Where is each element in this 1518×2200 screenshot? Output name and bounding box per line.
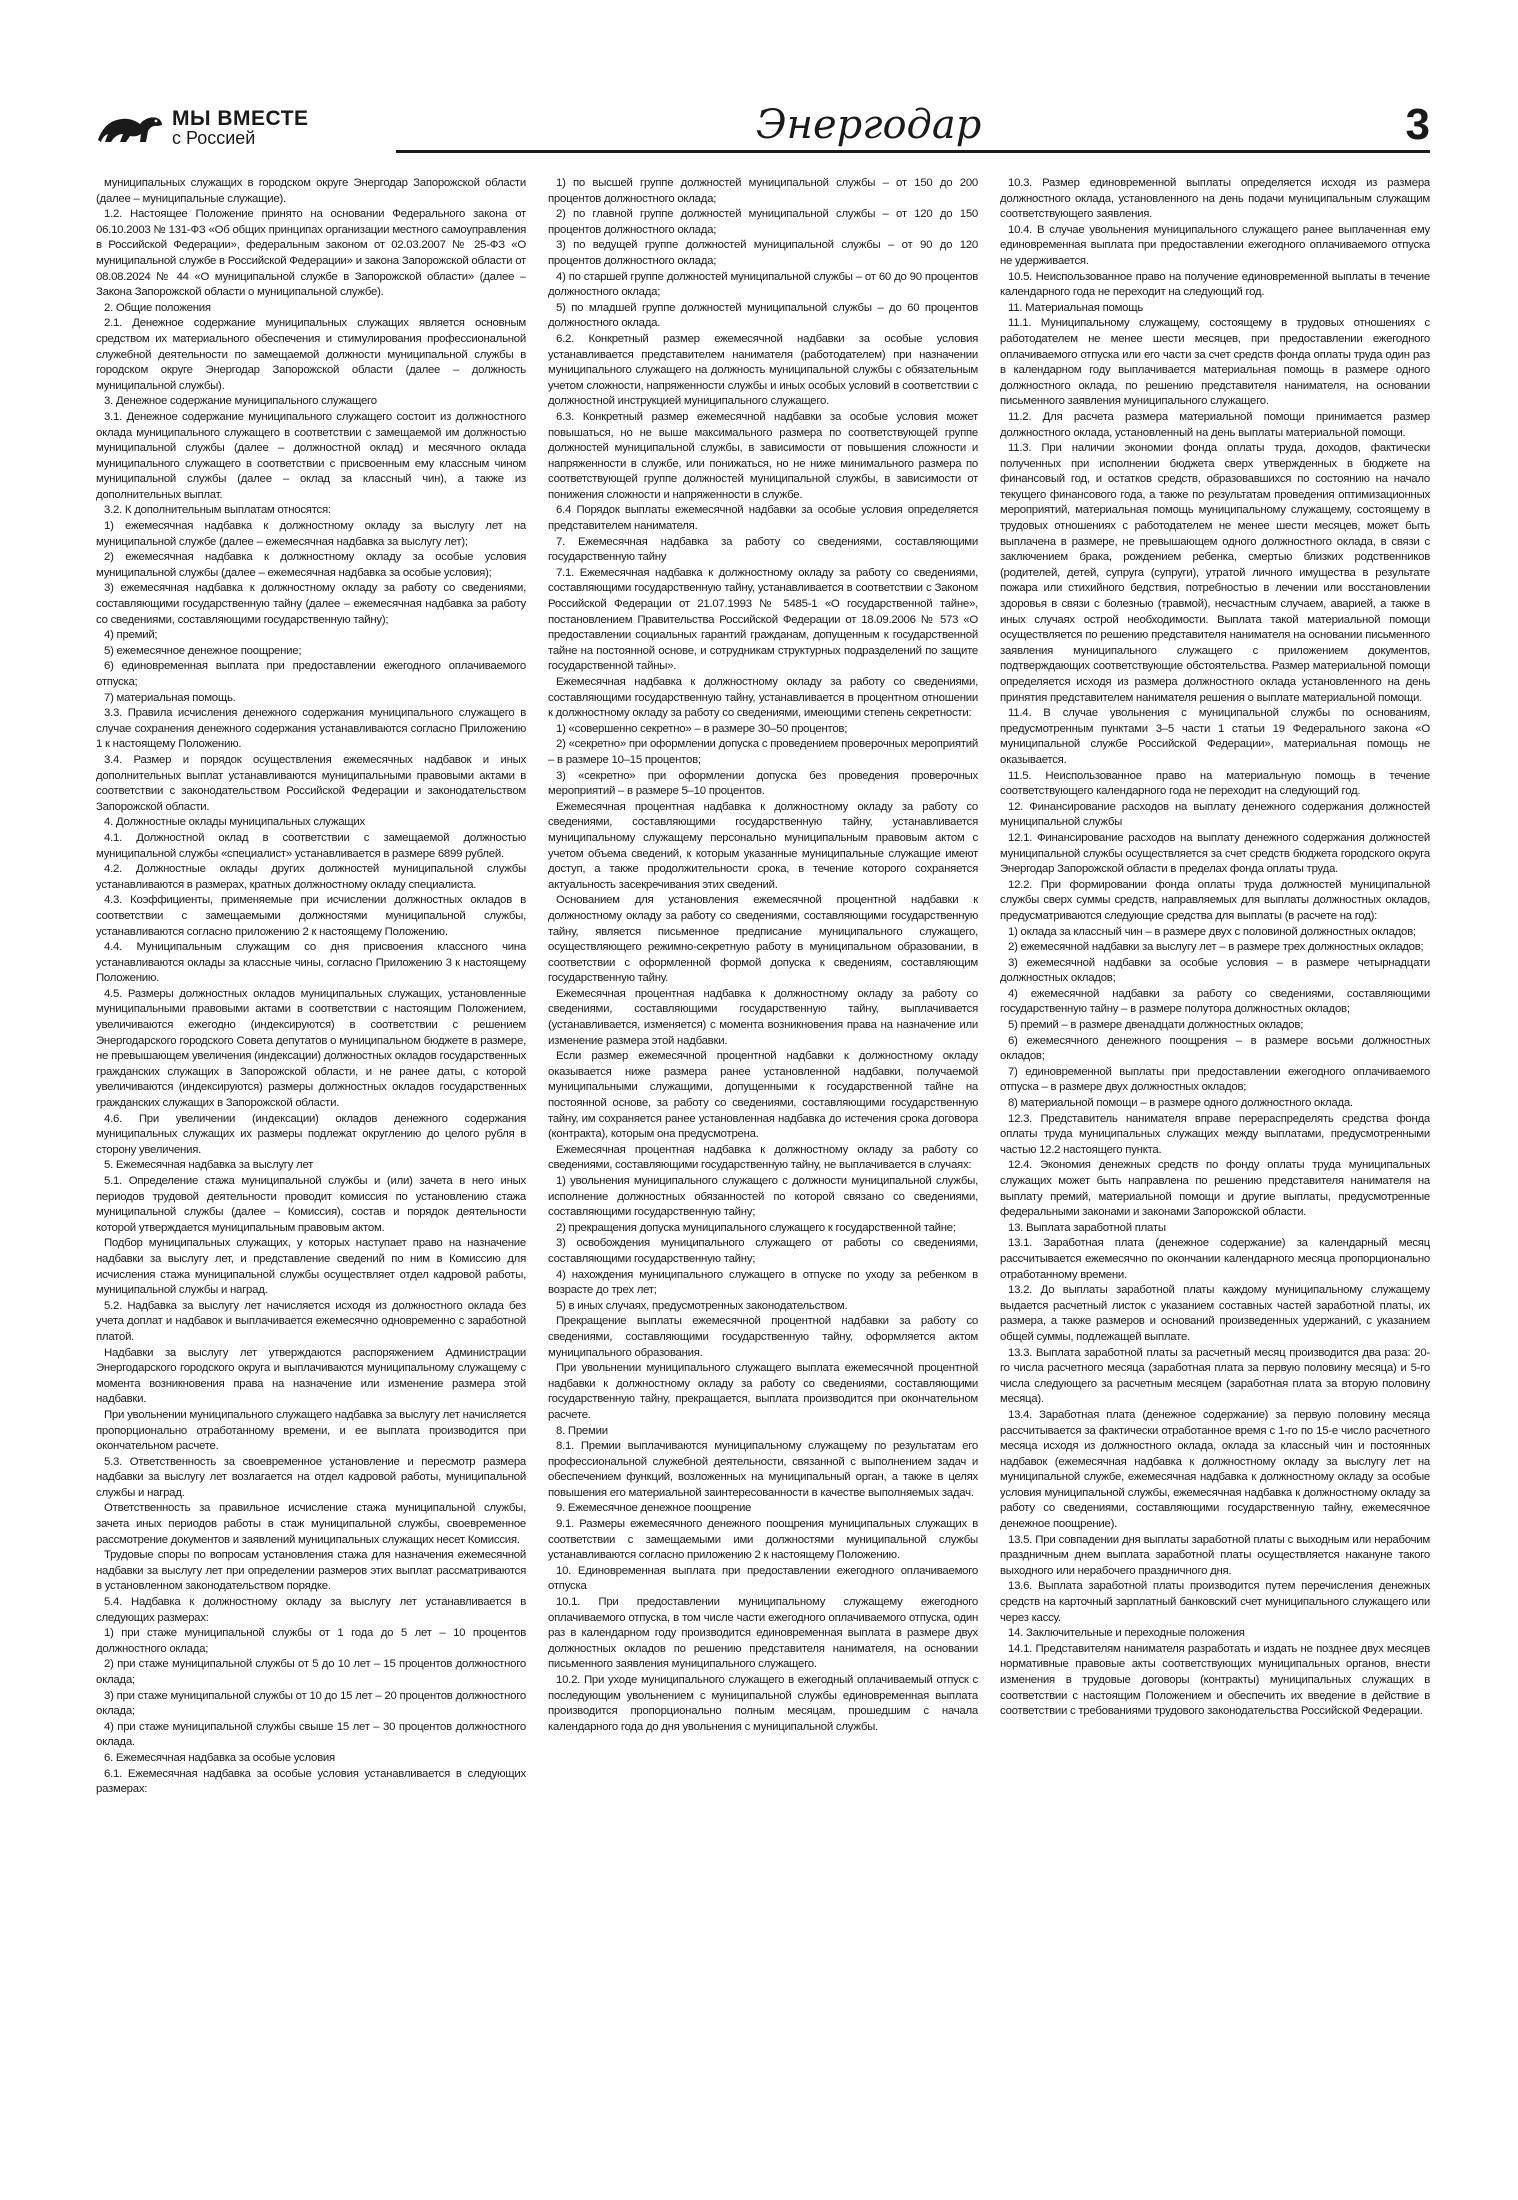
paragraph: 4.1. Должностной оклад в соответствии с замещаемой должностью муниципальной службы «специалист» устанавливается в размере 6899 рублей. bbox=[96, 831, 526, 860]
paragraph: 1) при стаже муниципальной службы от 1 года до 5 лет – 10 процентов должностного оклада; bbox=[96, 1627, 526, 1655]
paragraph: 9. Ежемесячное денежное поощрение bbox=[556, 1502, 752, 1515]
header-rule bbox=[396, 150, 1430, 153]
paragraph: Ежемесячная процентная надбавка к должностному окладу за работу со сведениями, составляющими государственную тайну, не выплачивается в случаях: bbox=[548, 1143, 978, 1172]
paragraph: 2) ежемесячная надбавка к должностному окладу за особые условия муниципальной службы (далее – ежемесячная надбавка за особые условия); bbox=[96, 551, 526, 579]
text-column-1 bbox=[96, 176, 526, 2156]
paragraph: Подбор муниципальных служащих, у которых наступает право на назначение надбавки за выслугу лет, и представление сведений по ним в Комиссию для исчисления стажа муниципальной службы осуществляет отдел кадровой работы, муниципальной службы и наград. bbox=[96, 1237, 526, 1297]
paragraph: 6.2. Конкретный размер ежемесячной надбавки за особые условия устанавливается представителем нанимателя (работодателем) при назначении муниципального служащего на должность муниципальной службы с обязательным учетом сложности, напряженности службы и иных особых условий в соответствии с должностной инструкцией муниципального служащего. bbox=[548, 332, 978, 408]
paragraph: Основанием для установления ежемесячной процентной надбавки к должностному окладу за работу со сведениями, составляющими государственную тайну, является письменное предписание муниципального служащего, осуществляющего режимно-секретную работу в муниципальном образовании, в соответствии с оформленной формой допуска к сведениям, составляющим государственную тайну. bbox=[548, 894, 978, 985]
paragraph: 2) по главной группе должностей муниципальной службы – от 120 до 150 процентов должностного оклада; bbox=[548, 208, 978, 236]
paragraph: 5) премий – в размере двенадцати должностных окладов; bbox=[1008, 1019, 1304, 1032]
paragraph: 1) оклада за классный чин – в размере двух с половиной должностных окладов; bbox=[1008, 925, 1416, 938]
paragraph: 10.5. Неиспользованное право на получение единовременной выплаты в течение календарного года не переходит на следующий год. bbox=[1000, 270, 1430, 299]
paragraph: 9.1. Размеры ежемесячного денежного поощрения муниципальных служащих в соответствии с замещаемыми ими должностями муниципальной службы устанавливаются согласно приложению 2 к настоящему Положению. bbox=[548, 1518, 978, 1562]
paragraph: 2) при стаже муниципальной службы от 5 до 10 лет – 15 процентов должностного оклада; bbox=[96, 1658, 526, 1686]
paragraph: 1) ежемесячная надбавка к должностному окладу за выслугу лет на муниципальной службе (далее – ежемесячная надбавка за выслугу лет); bbox=[96, 520, 526, 548]
paragraph: Ежемесячная надбавка к должностному окладу за работу со сведениями, составляющими государственную тайну, устанавливается в процентном отношении к должностному окладу за работу со сведениями, имеющими степень секретности: bbox=[548, 676, 978, 720]
paragraph: 10.2. При уходе муниципального служащего в ежегодный оплачиваемый отпуск с последующим увольнением с муниципальной службы единовременная выплата производится пропорционально полным месяцам, прошедшим с начала календарного года до дня увольнения с муниципальной службы. bbox=[548, 1674, 978, 1733]
paragraph: 3) «секретно» при оформлении допуска без проведения проверочных мероприятий – в размере 5–10 процентов. bbox=[548, 769, 978, 798]
paragraph: 4) при стаже муниципальной службы свыше 15 лет – 30 процентов должностного оклада. bbox=[96, 1720, 526, 1749]
paragraph: 7.1. Ежемесячная надбавка к должностному окладу за работу со сведениями, составляющими государственную тайну, устанавливается в соответствии с Законом Российской Федерации от 21.07.1993 № 5485-1 «О государственной тайне», постановлением Правительства Российской Федерации от 18.09.2006 № 573 «О предоставлении социальных гарантий гражданам, допущенным к государственной тайне на постоянной основе, и сотрудникам структурных подразделений по защите государственной тайны». bbox=[548, 566, 978, 673]
paragraph: 1.2. Настоящее Положение принято на основании Федерального закона от 06.10.2003 № 131-ФЗ «Об общих принципах организации местного самоуправления в Российской Федерации», федеральным законом от 02.03.2007 № 25-ФЗ «О муниципальной службе в Российской Федерации» и закона Запорожской области от 08.08.2024 № 44 «О муниципальной службе в Запорожской области» (далее – Закона Запорожской области о муниципальной службе). bbox=[96, 208, 526, 299]
paragraph: 3.1. Денежное содержание муниципального служащего состоит из должностного оклада муниципального служащего в соответствии с замещаемой им должностью муниципальной службы (далее – должностной оклад) и месячного оклада муниципального служащего в соответствии с присвоенным ему классным чином муниципальной службы (далее – оклад за классный чин), а также из дополнительных выплат. bbox=[96, 410, 526, 501]
paragraph: 4) ежемесячной надбавки за работу со сведениями, составляющими государственную тайну – в размере полутора должностных окладов; bbox=[1000, 987, 1430, 1016]
paragraph: 7) материальная помощь. bbox=[104, 691, 236, 704]
paragraph: 3.2. К дополнительным выплатам относятся: bbox=[104, 504, 331, 517]
party-logo bbox=[96, 106, 326, 152]
paragraph: Если размер ежемесячной процентной надбавки к должностному окладу оказывается ниже размера ранее установленной надбавки, получаемой муниципальными служащими, допущенными к государственной тайне на постоянной основе, за работу со сведениями, составляющими государственную тайну, им сохраняется ранее установленная надбавка до истечения срока договора (контракта), которым она предусмотрена. bbox=[548, 1050, 978, 1141]
paragraph: 1) увольнения муниципального служащего с должности муниципальной службы, исполнение должностных обязанностей по которой связано со сведениями, составляющими государственную тайну; bbox=[548, 1175, 978, 1219]
paragraph: 7) единовременной выплаты при предоставлении ежегодного оплачиваемого отпуска – в размере двух должностных окладов; bbox=[1000, 1065, 1430, 1094]
paragraph: 3) по ведущей группе должностей муниципальной службы – от 90 до 120 процентов должностного оклада; bbox=[548, 239, 978, 267]
paragraph: 3) при стаже муниципальной службы от 10 до 15 лет – 20 процентов должностного оклада; bbox=[96, 1689, 526, 1718]
paragraph: 5) по младшей группе должностей муниципальной службы – до 60 процентов должностного оклада. bbox=[548, 301, 978, 330]
paragraph: Ответственность за правильное исчисление стажа муниципальной службы, зачета иных периодов работы в стаж муниципальной службы, своевременное рассмотрение документов и заявлений муниципальных служащих несет Комиссия. bbox=[96, 1502, 526, 1546]
paragraph: 6.4 Порядок выплаты ежемесячной надбавки за особые условия определяется представителем нанимателя. bbox=[548, 504, 978, 533]
paragraph: 13. Выплата заработной платы bbox=[1008, 1221, 1166, 1234]
paragraph: 10.3. Размер единовременной выплаты определяется исходя из размера должностного оклада, установленного на день подачи муниципальным служащим соответствующего заявления. bbox=[1000, 177, 1430, 221]
paragraph: 2) ежемесячной надбавки за выслугу лет – в размере трех должностных окладов; bbox=[1008, 941, 1424, 954]
paragraph: 2.1. Денежное содержание муниципальных служащих является основным средством их материального обеспечения и стимулирования профессиональной служебной деятельности по замещаемой должности муниципальной службы в городском округе Энергодар Запорожской области (далее – должность муниципальной службы). bbox=[96, 317, 526, 392]
paragraph: Надбавки за выслугу лет утверждаются распоряжением Администрации Энергодарского городского округа и выплачиваются муниципальному служащему с момента возникновения права на назначение или изменение размера этой надбавки. bbox=[96, 1346, 526, 1406]
paragraph: 10.1. При предоставлении муниципальному служащему ежегодного оплачиваемого отпуска, в том числе части ежегодного оплачиваемого отпуска, один раз в календарном году производится единовременная выплата в размере двух должностных окладов по решению представителя нанимателя, на основании письменного заявления муниципального служащего. bbox=[548, 1596, 978, 1671]
paragraph: 4) премий; bbox=[104, 629, 158, 642]
paragraph: При увольнении муниципального служащего выплата ежемесячной процентной надбавки к должностному окладу за работу со сведениями, составляющими государственную тайну, прекращается, выплата производится при окончательном расчете. bbox=[548, 1362, 978, 1421]
paragraph: Ежемесячная процентная надбавка к должностному окладу за работу со сведениями, составляющими государственную тайну, выплачивается (устанавливается, изменяется) с момента возникновения права на назначение или изменение размера этой надбавки. bbox=[548, 987, 978, 1047]
page-header bbox=[96, 100, 1430, 156]
text-column-2 bbox=[548, 176, 978, 2156]
paragraph: 1) по высшей группе должностей муниципальной службы – от 150 до 200 процентов должностного оклада; bbox=[548, 177, 978, 205]
paragraph: 2) прекращения допуска муниципального служащего к государственной тайне; bbox=[556, 1221, 956, 1234]
paragraph: 12. Финансирование расходов на выплату денежного содержания должностей муниципальной службы bbox=[1000, 800, 1430, 829]
logo-line-1: МЫ ВМЕСТЕ bbox=[172, 107, 309, 130]
paragraph: 4.2. Должностные оклады других должностей муниципальной службы устанавливаются в размерах, кратных должностному окладу специалиста. bbox=[96, 863, 526, 891]
paragraph: 3.3. Правила исчисления денежного содержания муниципального служащего в случае сохранения денежного содержания устанавливаются согласно Приложению 1 к настоящему Положению. bbox=[96, 707, 526, 751]
paragraph: 4.4. Муниципальным служащим со дня присвоения классного чина устанавливаются оклады за классные чины, согласно Приложению 3 к настоящему Положению. bbox=[96, 941, 526, 985]
paragraph: 5.1. Определение стажа муниципальной службы и (или) зачета в него иных периодов трудовой деятельности проводит комиссия по установлению стажа муниципальной службы (далее – Комиссия), состав и порядок деятельности которой утверждается муниципальным правовым актом. bbox=[96, 1175, 526, 1234]
paragraph: 11.5. Неиспользованное право на материальную помощь в течение соответствующего календарного года не переходит на следующий год. bbox=[1000, 769, 1430, 798]
logo-line-2: с Россией bbox=[172, 128, 256, 148]
paragraph: Прекращение выплаты ежемесячной процентной надбавки за работу со сведениями, составляющими государственную тайну, оформляется актом муниципального образования. bbox=[548, 1315, 978, 1359]
paragraph: 10.4. В случае увольнения муниципального служащего ранее выплаченная ему единовременная выплата при предоставлении ежегодного оплачиваемого отпуска не удерживается. bbox=[1000, 223, 1430, 267]
paragraph: 11.2. Для расчета размера материальной помощи принимается размер должностного оклада, установленный на день выплаты материальной помощи. bbox=[1000, 410, 1430, 439]
paragraph: 11.3. При наличии экономии фонда оплаты труда, доходов, фактически полученных при исполнении бюджета сверх утвержденных в бюджете на финансовый год, и остатков средств, образовавшихся по состоянию на начало текущего финансового года, а также по результатам проведения оптимизационных мероприятий, материальная помощь муниципальному служащему, состоящему в трудовых отношениях с работодателем не менее шести месяцев, может быть выплачена в размере, не превышающем одного должностного оклада, в связи с заключением брака, рождением ребенка, смертью близких родственников (родителей, детей, супруга (супруги), утратой личного имущества в результате пожара или стихийного бедствия, потребностью в лечении или восстановлении здоровья в связи с болезнью (травмой), несчастным случаем, аварией, а также в иных случаях острой необходимости. Выплата такой материальной помощи осуществляется по решению представителя нанимателя на основании письменного заявления муниципального служащего с приложением документов, подтверждающих соответствующие обстоятельства. Размер материальной помощи определяется исходя из размера должностного оклада установленного на день принятия представителем нанимателя решения о выплате материальной помощи. bbox=[1000, 442, 1430, 704]
paragraph: 11. Материальная помощь bbox=[1008, 301, 1144, 314]
paragraph: 3.4. Размер и порядок осуществления ежемесячных надбавок и иных дополнительных выплат устанавливаются муниципальными правовыми актами в соответствии с законодательством Российской Федерации и законодательством Запорожской области. bbox=[96, 753, 526, 813]
paragraph: 13.3. Выплата заработной платы за расчетный месяц производится два раза: 20-го числа расчетного месяца (заработная плата за первую половину месяца) и 5-го числа следующего за расчетным месяцем (заработная плата за вторую половину месяца). bbox=[1000, 1346, 1430, 1406]
paragraph: 4.6. При увеличении (индексации) окладов денежного содержания муниципальных служащих их размеры подлежат округлению до целого рубля в сторону увеличения. bbox=[96, 1112, 526, 1156]
paragraph: муниципальных служащих в городском округе Энергодар Запорожской области (далее – муниципальные служащие). bbox=[96, 177, 526, 205]
paragraph: 4. Должностные оклады муниципальных служащих bbox=[104, 816, 365, 829]
paragraph: 6. Ежемесячная надбавка за особые условия bbox=[104, 1751, 335, 1764]
paragraph: 3) ежемесячной надбавки за особые условия – в размере четырнадцати должностных окладов; bbox=[1000, 956, 1430, 985]
page-number: 3 bbox=[1405, 100, 1430, 149]
paragraph: 11.4. В случае увольнения с муниципальной службы по основаниям, предусмотренным пунктами 3–5 части 1 статьи 19 Федерального закона «О муниципальной службе Российской Федерации», материальная помощь не оказывается. bbox=[1000, 707, 1430, 766]
paragraph: Ежемесячная процентная надбавка к должностному окладу за работу со сведениями, составляющими государственную тайну, устанавливается муниципальному служащему персонально муниципальным правовым актом с учетом объема сведений, к которым указанные муниципальные служащие имеют доступ, а также продолжительности срока, в течение которого сохраняется актуальность засекречивания этих сведений. bbox=[548, 800, 978, 891]
paragraph: 5. Ежемесячная надбавка за выслугу лет bbox=[104, 1159, 314, 1172]
paragraph: 8. Премии bbox=[556, 1424, 608, 1437]
paragraph: 3) ежемесячная надбавка к должностному окладу за работу со сведениями, составляющими государственную тайну (далее – ежемесячная надбавка за работу со сведениями, составляющими государственную тайну); bbox=[96, 582, 526, 626]
paragraph: 5.4. Надбавка к должностному окладу за выслугу лет устанавливается в следующих размерах: bbox=[96, 1596, 526, 1624]
paragraph: 5) ежемесячное денежное поощрение; bbox=[104, 644, 302, 657]
paragraph: 5.3. Ответственность за своевременное установление и пересмотр размера надбавки за выслугу лет возлагается на отдел кадровой работы, муниципальной службы и наград. bbox=[96, 1455, 526, 1499]
paragraph: 4) по старшей группе должностей муниципальной службы – от 60 до 90 процентов должностного оклада; bbox=[548, 270, 978, 299]
paragraph: При увольнении муниципального служащего надбавка за выслугу лет начисляется пропорционально отработанному времени, и ее выплата производится при окончательном расчете. bbox=[96, 1408, 526, 1453]
paragraph: 4.5. Размеры должностных окладов муниципальных служащих, установленные муниципальными правовыми актами в соответствии с настоящим Положением, увеличиваются ежегодно (индексируются) в соответствии с решением Энергодарского городского Совета депутатов о муниципальном бюджете в размере, не превышающем увеличения (индексации) должностных окладов государственных гражданских служащих в Запорожской области, и не ранее даты, с которой увеличиваются (индексируются) размеры должностных окладов государственных гражданских служащих в Запорожской области. bbox=[96, 987, 526, 1110]
text-column-3 bbox=[1000, 176, 1430, 2156]
publication-title: Энергодар bbox=[756, 102, 982, 148]
paragraph: 10. Единовременная выплата при предоставлении ежегодного оплачиваемого отпуска bbox=[548, 1564, 978, 1593]
paragraph: 7. Ежемесячная надбавка за работу со сведениями, составляющими государственную тайну bbox=[548, 535, 978, 564]
paragraph: 1) «совершенно секретно» – в размере 30–50 процентов; bbox=[556, 722, 848, 735]
paragraph: 12.2. При формировании фонда оплаты труда должностей муниципальной службы сверх суммы средств, направляемых для выплаты должностных окладов, предусматриваются следующие средства для выплаты (в расчете на год): bbox=[1000, 878, 1430, 922]
paragraph: 12.4. Экономия денежных средств по фонду оплаты труда муниципальных служащих может быть направлена по решению представителя нанимателя на выплату премий, материальной помощи и другие выплаты, предусмотренные федеральными законами и законами Запорожской области. bbox=[1000, 1159, 1430, 1219]
paragraph: 13.4. Заработная плата (денежное содержание) за первую половину месяца рассчитывается за фактически отработанное время с 1-го по 15-е число расчетного месяца исходя из должностного оклада, оклада за классный чин и постоянных надбавок (ежемесячная надбавка к должностному окладу за выслугу лет на муниципальной службе, ежемесячная надбавка к должностному окладу за особые условия муниципальной службы, ежемесячная надбавка к должностному окладу за работу со сведениями, составляющими государственную тайну, ежемесячное денежное поощрение). bbox=[1000, 1408, 1430, 1531]
paragraph: 5) в иных случаях, предусмотренных законодательством. bbox=[556, 1299, 848, 1312]
paragraph: 4.3. Коэффициенты, применяемые при исчислении должностных окладов в соответствии с замещаемыми должностями муниципальной службы, устанавливаются согласно приложению 2 к настоящему Положению. bbox=[96, 894, 526, 938]
paragraph: 2) «секретно» при оформлении допуска с проведением проверочных мероприятий – в размере 10–15 процентов; bbox=[548, 738, 978, 766]
paragraph: 13.6. Выплата заработной платы производится путем перечисления денежных средств на карточный зарплатный банковский счет муниципального служащего или через кассу. bbox=[1000, 1580, 1430, 1624]
paragraph: Трудовые споры по вопросам установления стажа для назначения ежемесячной надбавки за выслугу лет при определении размеров этих выплат рассматриваются в установленном законодательством порядке. bbox=[96, 1549, 526, 1593]
paragraph: 6.3. Конкретный размер ежемесячной надбавки за особые условия может повышаться, но не выше максимального размера по соответствующей группе должностей муниципальной службы, в зависимости от повышения сложности и напряженности в службе, или понижаться, но не ниже минимального размера по соответствующей группе должностей муниципальной службы, в зависимости от понижения сложности и напряженности в службе. bbox=[548, 410, 978, 501]
paragraph: 12.3. Представитель нанимателя вправе перераспределять средства фонда оплаты труда муниципальных служащих между выплатами, предусмотренными частью 12.2 настоящего пункта. bbox=[1000, 1112, 1430, 1156]
paragraph: 3. Денежное содержание муниципального служащего bbox=[104, 395, 377, 408]
paragraph: 6) ежемесячного денежного поощрения – в размере восьми должностных окладов; bbox=[1000, 1034, 1430, 1063]
paragraph: 8.1. Премии выплачиваются муниципальному служащему по результатам его профессиональной служебной деятельности, связанной с выполнением задач и обеспечением функций, возложенных на муниципальный орган, а также в целях повышения его материальной заинтересованности в качестве выполняемых задач. bbox=[548, 1440, 978, 1499]
paragraph: 11.1. Муниципальному служащему, состоящему в трудовых отношениях с работодателем не менее шести месяцев, при предоставлении ежегодного оплачиваемого отпуска или его части за счет средств фонда оплаты труда один раз в календарном году выплачивается материальная помощь в размере одного должностного оклада, по решению представителя нанимателя, на основании письменного заявления муниципального служащего. bbox=[1000, 317, 1430, 408]
bear-logo-icon bbox=[96, 110, 166, 148]
paragraph: 3) освобождения муниципального служащего от работы со сведениями, составляющими государственную тайну; bbox=[548, 1237, 978, 1265]
paragraph: 14.1. Представителям нанимателя разработать и издать не позднее двух месяцев нормативные правовые акты соответствующих муниципальных органов, внести изменения в трудовые договоры (контракты) муниципальных служащих в соответствии с настоящим Положением и обеспечить их введение в действие в соответствии с требованиями трудового законодательства Российской Федерации. bbox=[1000, 1642, 1430, 1718]
paragraph: 5.2. Надбавка за выслугу лет начисляется исходя из должностного оклада без учета доплат и надбавок и выплачивается ежемесячно одновременно с заработной платой. bbox=[96, 1299, 526, 1343]
paragraph: 13.1. Заработная плата (денежное содержание) за календарный месяц рассчитывается ежемесячно по окончании календарного месяца пропорционально отработанному времени. bbox=[1000, 1237, 1430, 1281]
paragraph: 13.2. До выплаты заработной платы каждому муниципальному служащему выдается расчетный листок с указанием составных частей заработной платы, их размера, а также размеров и оснований произведенных удержаний, с указанием общей суммы, подлежащей выплате. bbox=[1000, 1284, 1430, 1343]
paragraph: 2. Общие положения bbox=[104, 301, 211, 314]
paragraph: 8) материальной помощи – в размере одного должностного оклада. bbox=[1008, 1097, 1353, 1110]
paragraph: 6) единовременная выплата при предоставлении ежегодного оплачиваемого отпуска; bbox=[96, 660, 526, 688]
paragraph: 12.1. Финансирование расходов на выплату денежного содержания должностей муниципальной службы осуществляется за счет средств бюджета городского округа Энергодар Запорожской области в пределах фонда оплаты труда. bbox=[1000, 831, 1430, 876]
paragraph: 4) нахождения муниципального служащего в отпуске по уходу за ребенком в возрасте до трех лет; bbox=[548, 1268, 978, 1297]
paragraph: 14. Заключительные и переходные положения bbox=[1008, 1627, 1245, 1640]
paragraph: 13.5. При совпадении дня выплаты заработной платы с выходным или нерабочим праздничным днем выплата заработной платы осуществляется накануне такого выходного или нерабочего праздничного дня. bbox=[1000, 1533, 1430, 1577]
paragraph: 6.1. Ежемесячная надбавка за особые условия устанавливается в следующих размерах: bbox=[96, 1767, 526, 1796]
